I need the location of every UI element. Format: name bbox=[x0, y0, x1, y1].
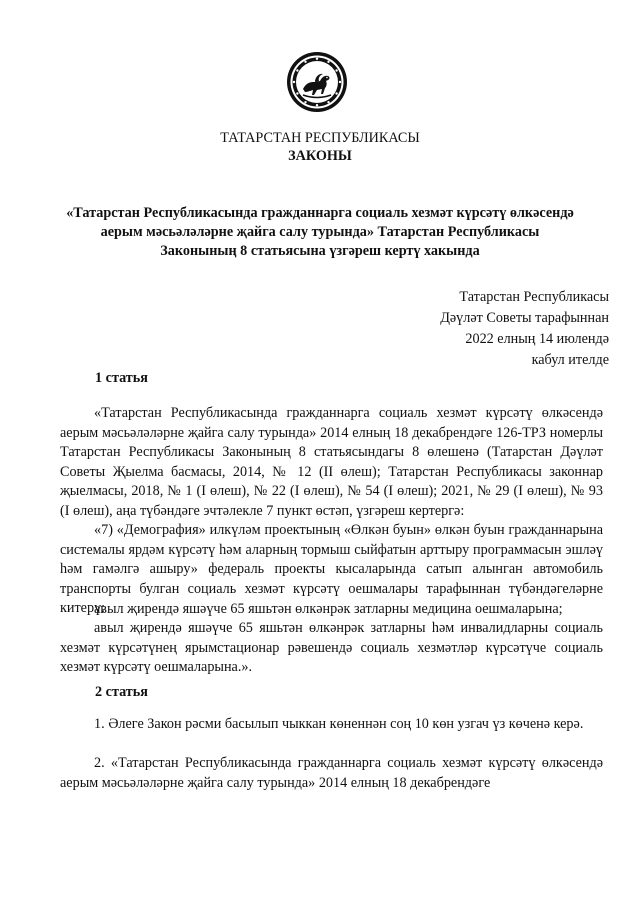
article-1-paragraph-4: авыл җирендә яшәүче 65 яшьтән өлкәнрәк затларны һәм инвалидларны социаль хезмәт күрсәтүнең ярымстационар рәвешендә социаль хезмәтләр күрсәтүче социаль хезмәт күрсәтү оешмаларына.». bbox=[60, 620, 603, 676]
republic-heading: ТАТАРСТАН РЕСПУБЛИКАСЫ bbox=[220, 130, 420, 146]
law-title-line-3: Законының 8 статьясына үзгәреш кертү хакында bbox=[160, 243, 480, 259]
article-1-paragraph-2: «7) «Демография» илкүләм проектының «Өлкән буын» өлкән буын гражданнарына системалы ярдәм күрсәтү һәм аларның тормыш сыйфатын арттыру программасын эшләү һәм гамәлгә ашыру» федераль проекты кысаларында сатып алынган автомобиль транспорты булган социаль хезмәт күрсәтү оешмалары тарафыннан түбәндәгеләрне китерү: bbox=[60, 522, 603, 617]
adoption-line-2: Дәүләт Советы тарафыннан bbox=[440, 310, 609, 326]
article-1-paragraph-1: «Татарстан Республикасында гражданнарга социаль хезмәт күрсәтү өлкәсендә аерым мәсьәләләрне җайга салу турында» 2014 елның 18 декабрендәге 126-ТРЗ номерлы Татарстан Республикасы Законының 8 статьясындагы 8 өлешенә (Татарстан Дәүләт Советы Җыелма басмасы, 2014, № 12 (II өлеш); Татарстан Республикасы законнар җыелмасы, 2018, № 1 (I өлеш), № 22 (I өлеш), № 54 (I өлеш); 2021, № 29 (I өлеш), № 93 (I өлеш), аңа түбәндәге эчтәлекле 7 пункт өстәп, үзгәреш кертергә: bbox=[60, 405, 603, 519]
adoption-line-4: кабул ителде bbox=[531, 352, 609, 368]
adoption-line-1: Татарстан Республикасы bbox=[459, 289, 609, 305]
law-title-line-1: «Татарстан Республикасында гражданнарга социаль хезмәт күрсәтү өлкәсендә bbox=[66, 205, 574, 221]
law-title-line-2: аерым мәсьәләләрне җайга салу турында» Татарстан Республикасы bbox=[100, 224, 540, 240]
adoption-line-3: 2022 елның 14 июлендә bbox=[465, 331, 609, 347]
coat-of-arms-emblem bbox=[286, 51, 348, 113]
document-type: ЗАКОНЫ bbox=[288, 148, 352, 164]
article-1-heading: 1 статья bbox=[95, 370, 148, 386]
article-2-paragraph-1: 1. Әлеге Закон рәсми басылып чыккан көненнән соң 10 көн узгач үз көченә керә. bbox=[94, 716, 584, 732]
adoption-block bbox=[440, 287, 609, 371]
article-1-paragraph-3: авыл җирендә яшәүче 65 яшьтән өлкәнрәк затларны медицина оешмаларына; bbox=[94, 601, 563, 617]
article-2-heading: 2 статья bbox=[95, 684, 148, 700]
article-2-paragraph-2: 2. «Татарстан Республикасында гражданнарга социаль хезмәт күрсәтү өлкәсендә аерым мәсьәләләрне җайга салу турында» 2014 елның 18 декабрендәге bbox=[60, 755, 603, 791]
